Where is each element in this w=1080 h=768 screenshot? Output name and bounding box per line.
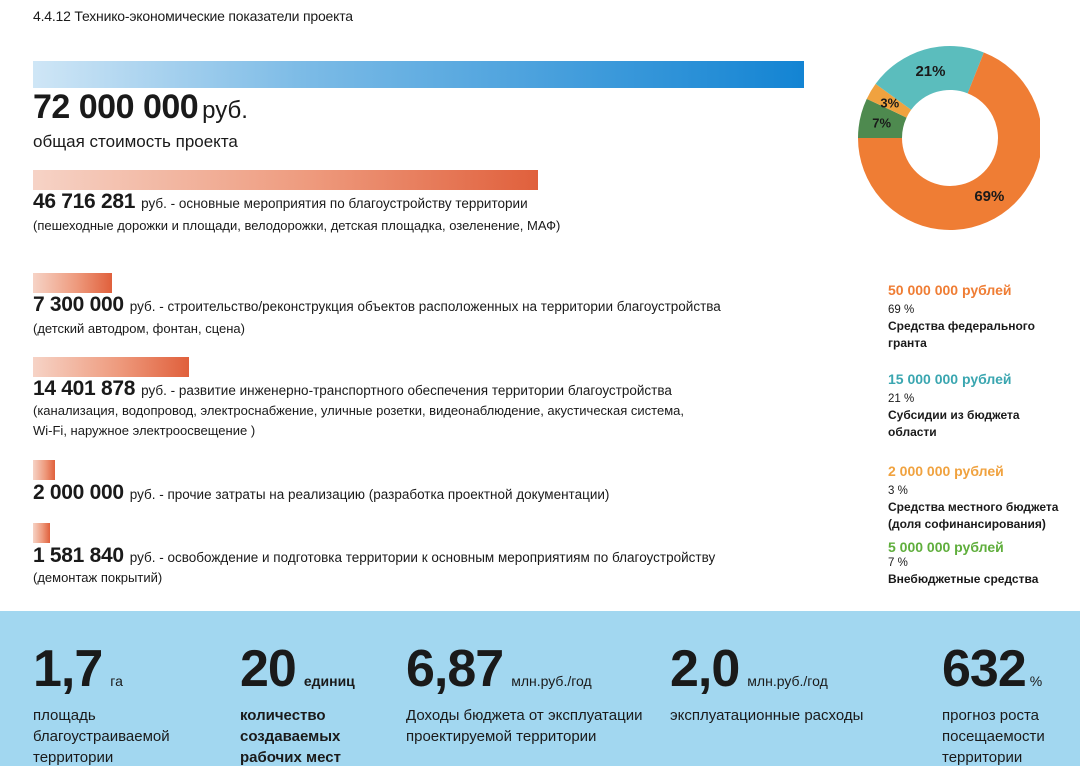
cost-item-amount: 2 000 000 xyxy=(33,481,124,504)
legend-regional-subsidy xyxy=(888,371,1078,441)
item-bar-4 xyxy=(33,460,55,480)
cost-item-details: (канализация, водопровод, электроснабжение, уличные розетки, видеонаблюдение, акустическая система, xyxy=(33,403,684,418)
legend-percent: 69 % xyxy=(888,304,915,316)
donut-slice-label: 3% xyxy=(880,95,900,111)
total-cost-unit: руб. xyxy=(202,97,248,124)
cost-item-amount: 7 300 000 xyxy=(33,293,124,316)
cost-item-details: (демонтаж покрытий) xyxy=(33,570,163,585)
stat-jobs xyxy=(240,641,355,768)
cost-item-amount: 1 581 840 xyxy=(33,544,124,567)
legend-description: Средства федерального xyxy=(888,319,1035,333)
item-bar-1 xyxy=(33,170,538,190)
cost-item-text: руб. - основные мероприятия по благоустройству территории xyxy=(141,196,528,211)
cost-item-text: руб. - развитие инженерно-транспортного обеспечения территории благоустройства xyxy=(141,383,672,398)
stat-unit: единиц xyxy=(303,673,355,689)
stat-unit: га xyxy=(110,673,123,689)
stat-value: 20 xyxy=(240,640,296,698)
legend-local-budget xyxy=(888,463,1078,533)
legend-description: (доля софинансирования) xyxy=(888,517,1046,531)
cost-item-text: руб. - строительство/реконструкция объектов расположенных на территории благоустройства xyxy=(129,299,721,314)
cost-item-details: (пешеходные дорожки и площади, велодорожки, детская площадка, озеленение, МАФ) xyxy=(33,218,561,233)
total-cost-caption: общая стоимость проекта xyxy=(33,132,238,151)
cost-item-text: руб. - прочие затраты на реализацию (разработка проектной документации) xyxy=(129,487,610,502)
legend-description: Субсидии из бюджета xyxy=(888,408,1020,422)
cost-item-2 xyxy=(33,293,721,339)
cost-item-4 xyxy=(33,481,609,505)
item-bar-3 xyxy=(33,357,189,377)
stat-budget-income xyxy=(406,641,642,747)
cost-item-amount: 46 716 281 xyxy=(33,190,136,213)
stat-unit: млн.руб./год xyxy=(747,673,828,689)
total-cost xyxy=(33,88,248,127)
legend-description: гранта xyxy=(888,336,927,350)
legend-percent: 7 % xyxy=(888,557,908,569)
stat-visitor-growth xyxy=(942,641,1045,768)
item-bar-2 xyxy=(33,273,112,293)
legend-amount: 50 000 000 рублей xyxy=(888,282,1012,298)
legend-extra-budgetary xyxy=(888,539,1078,588)
donut-slice-label: 21% xyxy=(915,62,946,80)
stat-value: 6,87 xyxy=(406,640,504,698)
stat-area xyxy=(33,641,170,768)
cost-item-5 xyxy=(33,544,715,588)
legend-description: Внебюджетные средства xyxy=(888,572,1039,586)
stat-value: 632 xyxy=(942,640,1026,698)
stat-label: прогноз роста посещаемости территории xyxy=(942,707,1045,766)
legend-description: области xyxy=(888,425,937,439)
cost-item-amount: 14 401 878 xyxy=(33,377,136,400)
legend-percent: 21 % xyxy=(888,393,915,405)
stat-unit: млн.руб./год xyxy=(511,673,592,689)
legend-federal-grant xyxy=(888,282,1078,352)
stat-value: 2,0 xyxy=(670,640,740,698)
page-title: 4.4.12 Технико-экономические показатели проекта xyxy=(33,8,353,24)
stat-label: эксплуатационные расходы xyxy=(670,707,864,724)
donut-slice-label: 69% xyxy=(974,187,1005,205)
total-cost-bar xyxy=(33,61,804,88)
cost-item-1 xyxy=(33,190,560,236)
item-bar-5 xyxy=(33,523,50,543)
cost-item-3 xyxy=(33,377,684,441)
legend-amount: 5 000 000 рублей xyxy=(888,539,1004,555)
key-indicators-panel xyxy=(0,611,1080,766)
legend-amount: 2 000 000 рублей xyxy=(888,463,1004,479)
total-cost-amount: 72 000 000 xyxy=(33,88,199,126)
donut-slice-label: 7% xyxy=(872,115,892,131)
stat-unit: % xyxy=(1029,673,1043,689)
stat-label: Доходы бюджета от эксплуатации проектируемой территории xyxy=(406,707,643,745)
stat-label: площадь благоустраиваемой территории xyxy=(33,707,170,766)
stat-operating-costs xyxy=(670,641,863,726)
cost-item-details: (детский автодром, фонтан, сцена) xyxy=(33,321,245,336)
cost-item-details: Wi-Fi, наружное электроосвещение ) xyxy=(33,423,256,438)
stat-value: 1,7 xyxy=(33,640,103,698)
legend-description: Средства местного бюджета xyxy=(888,500,1059,514)
cost-item-text: руб. - освобождение и подготовка территории к основным мероприятиям по благоустройству xyxy=(129,550,716,565)
legend-percent: 3 % xyxy=(888,485,908,497)
legend-amount: 15 000 000 рублей xyxy=(888,371,1012,387)
stat-label: количество создаваемых рабочих мест xyxy=(240,707,341,766)
funding-donut-chart xyxy=(858,30,1040,250)
